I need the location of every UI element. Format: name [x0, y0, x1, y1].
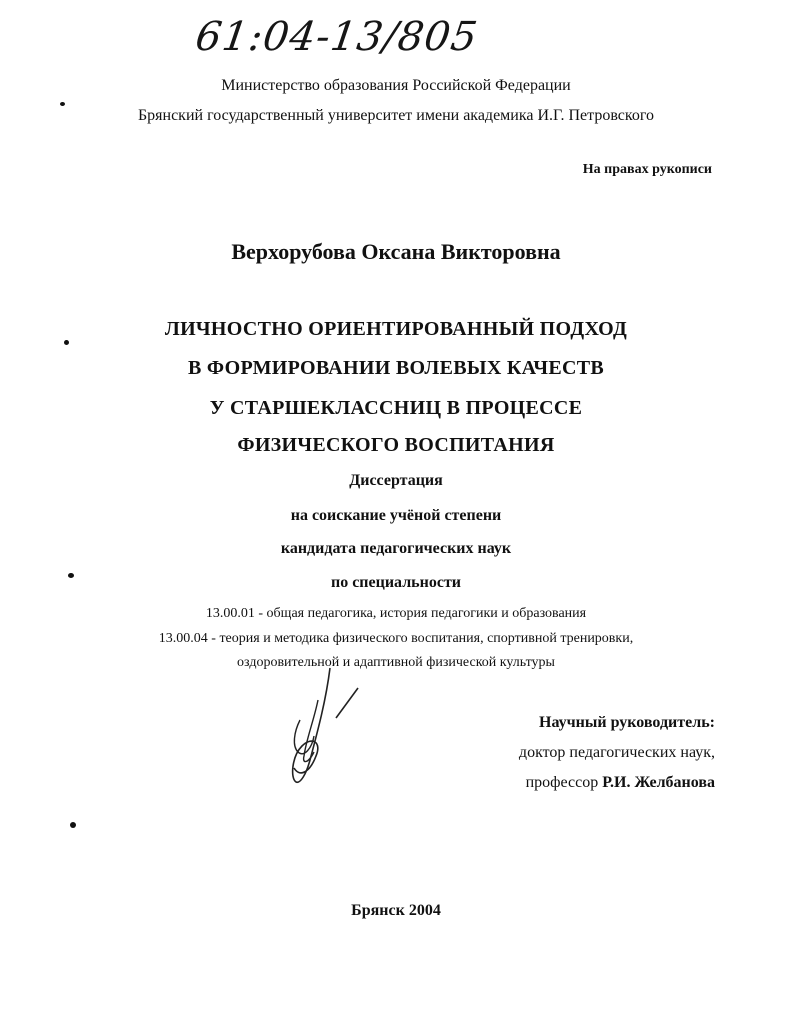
title-line-3: У СТАРШЕКЛАССНИЦ В ПРОЦЕССЕ	[209, 397, 583, 419]
handwritten-signature	[270, 660, 380, 790]
scan-speck	[60, 102, 65, 106]
handwritten-shelfmark: 61:04-13/805	[192, 14, 481, 60]
university-name: Брянский государственный университет имени академика И.Г. Петровского	[137, 107, 655, 124]
supervisor-line	[526, 774, 715, 792]
specialty-label: по специальности	[330, 574, 462, 591]
scan-speck	[64, 340, 69, 345]
specialty-1: 13.00.01 - общая педагогика, история педагогики и образования	[205, 606, 587, 621]
degree-line: на соискание учёной степени	[290, 507, 502, 524]
scan-speck	[70, 822, 76, 828]
specialty-2-continued: оздоровительной и адаптивной физической культуры	[237, 655, 555, 670]
city-year: Брянск 2004	[351, 902, 441, 919]
specialty-2: 13.00.04 - теория и методика физического воспитания, спортивной тренировки,	[158, 631, 634, 646]
title-line-1: ЛИЧНОСТНО ОРИЕНТИРОВАННЫЙ ПОДХОД	[164, 318, 628, 340]
title-line-4: ФИЗИЧЕСКОГО ВОСПИТАНИЯ	[237, 434, 555, 456]
supervisor-rank: профессор	[525, 774, 599, 791]
supervisor-degree: доктор педагогических наук,	[518, 744, 715, 761]
supervisor-heading: Научный руководитель:	[539, 714, 715, 731]
author-name: Верхорубова Оксана Викторовна	[231, 239, 561, 264]
supervisor-name: Р.И. Желбанова	[602, 774, 715, 791]
title-line-2: В ФОРМИРОВАНИИ ВОЛЕВЫХ КАЧЕСТВ	[187, 357, 605, 379]
degree-field-line: кандидата педагогических наук	[280, 540, 512, 557]
ministry-name: Министерство образования Российской Федерации	[221, 77, 571, 94]
scan-speck	[68, 573, 74, 578]
rights-note: На правах рукописи	[582, 162, 712, 177]
dissertation-label: Диссертация	[349, 472, 443, 489]
